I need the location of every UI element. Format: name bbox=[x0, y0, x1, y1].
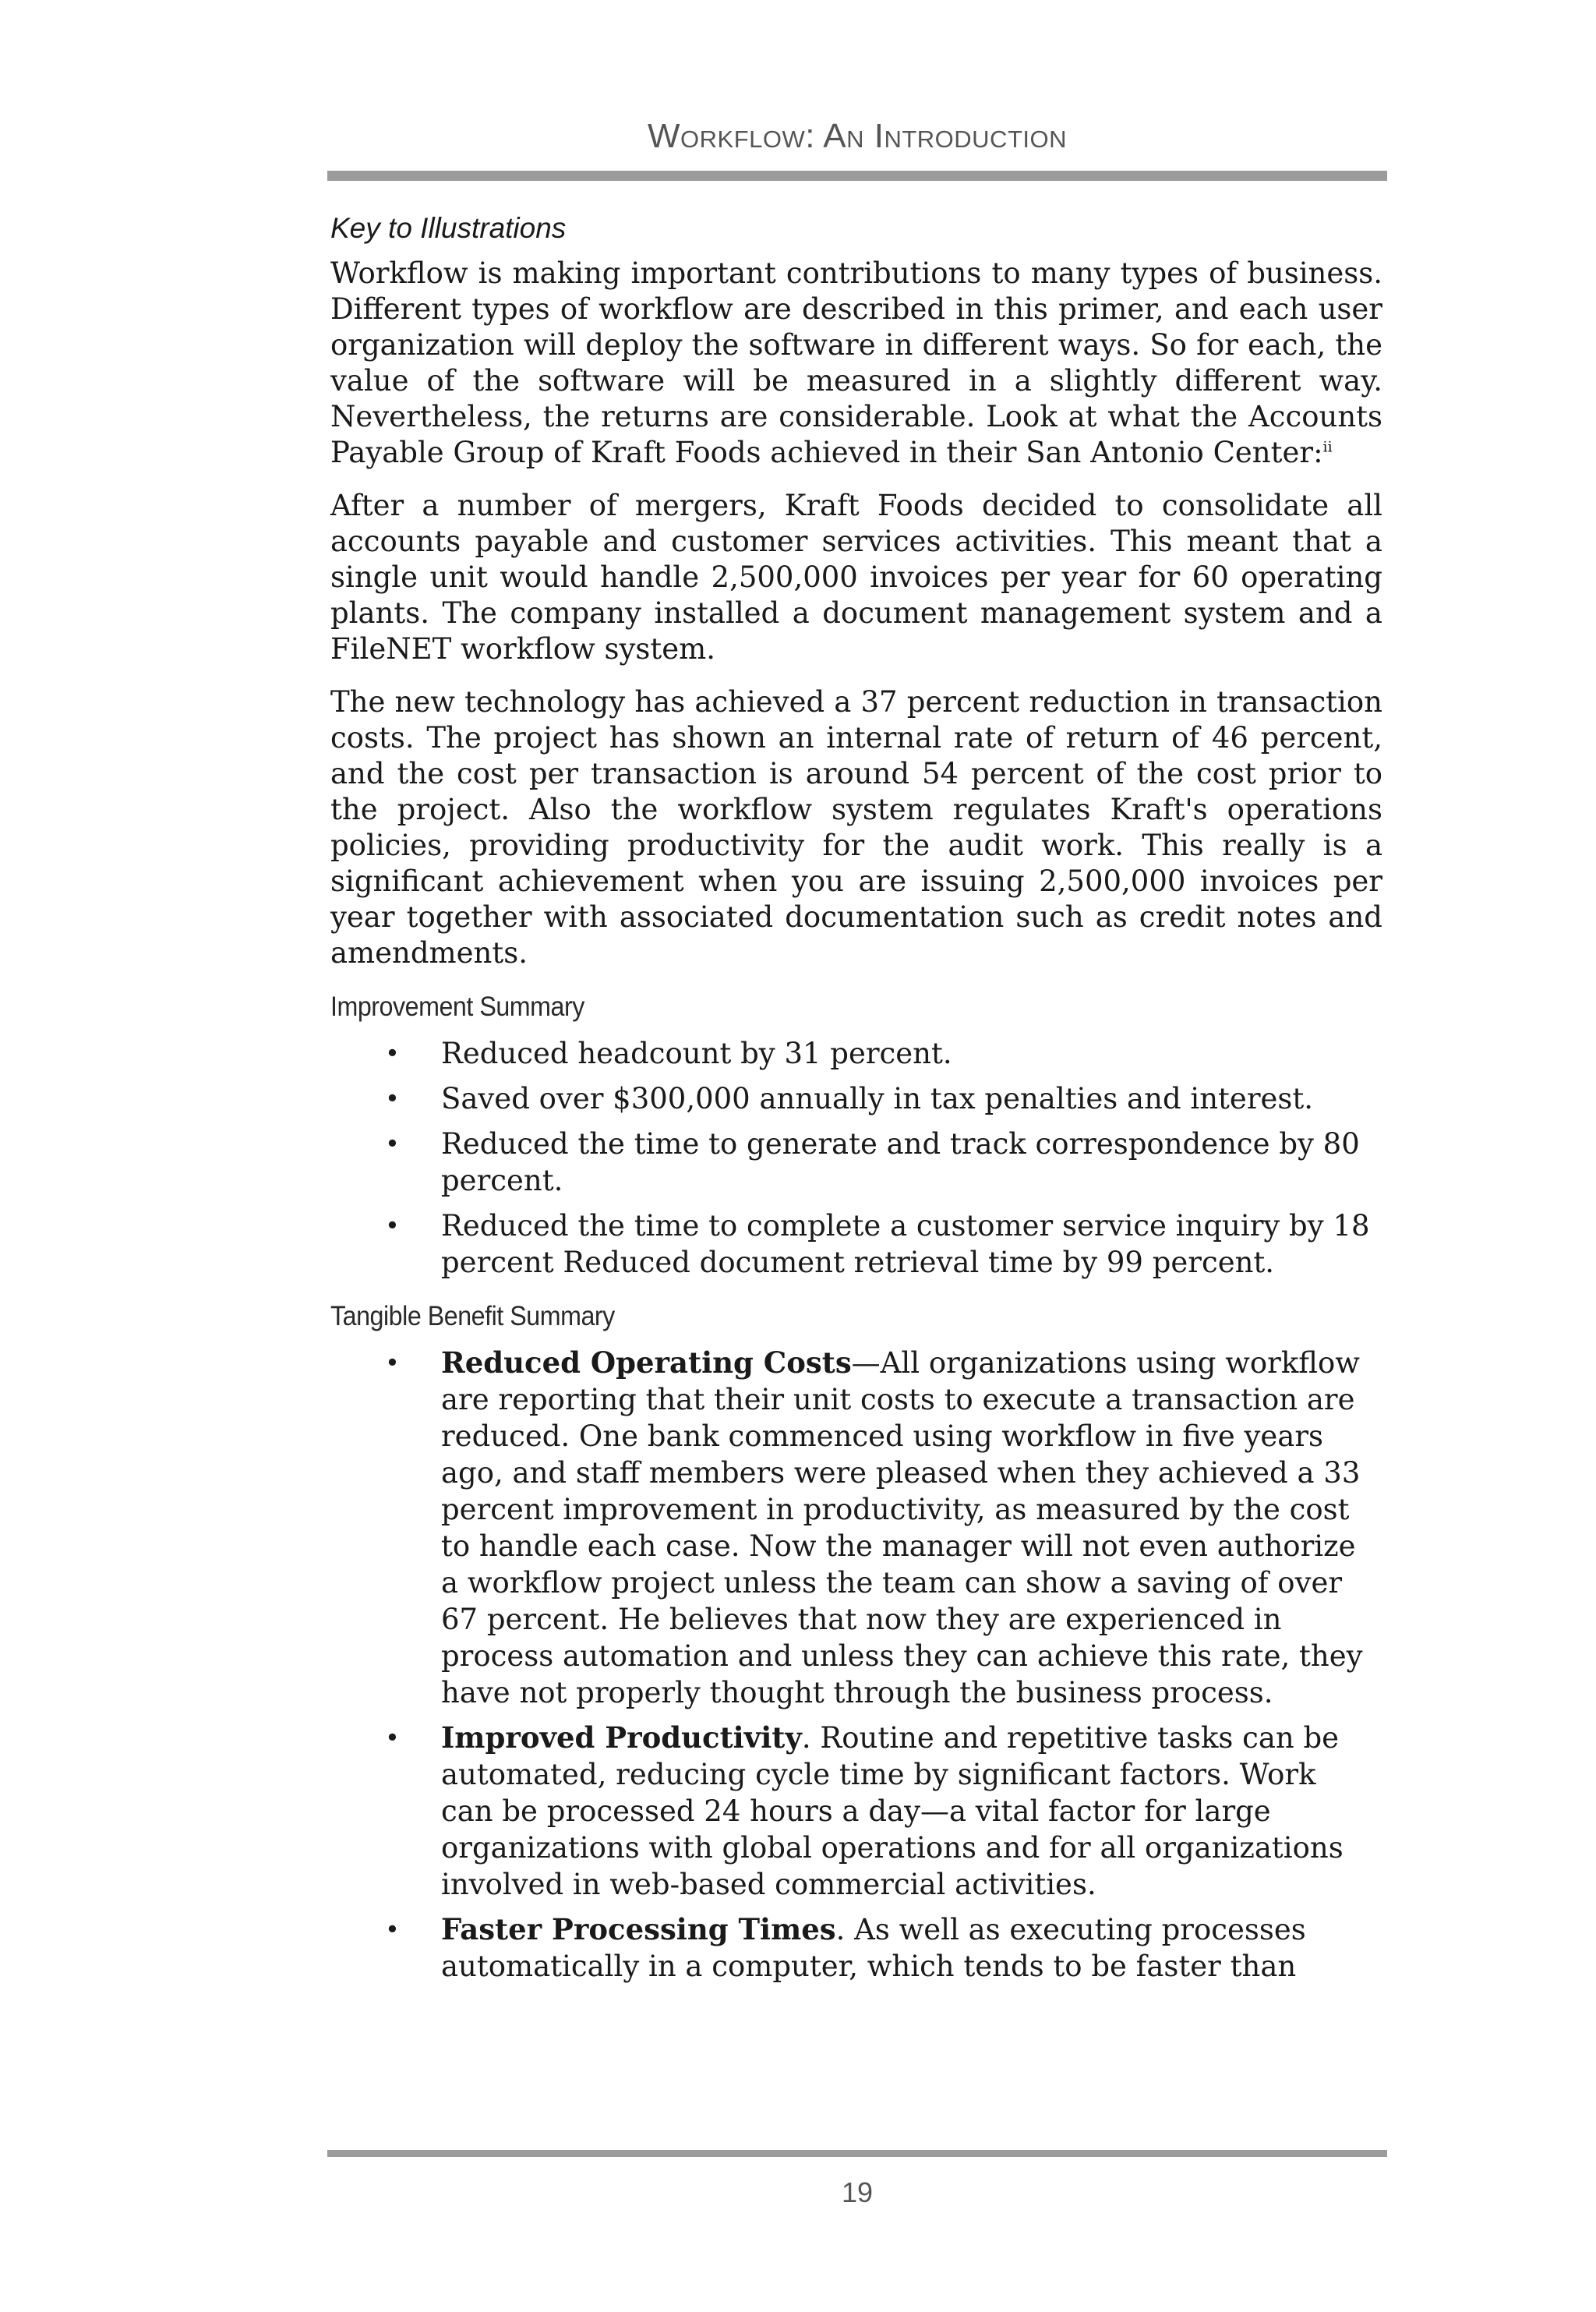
header-rule bbox=[327, 171, 1387, 181]
list-item bbox=[385, 1207, 1382, 1281]
benefit-title: Faster Processing Times bbox=[441, 1912, 836, 1946]
improvement-summary-heading: Improvement Summary bbox=[330, 992, 584, 1022]
bullet-icon: • bbox=[385, 1723, 400, 1752]
bullet-icon: • bbox=[385, 1038, 400, 1068]
page-number: 19 bbox=[841, 2176, 874, 2208]
tangible-benefit-list bbox=[330, 1345, 1382, 1985]
running-header-title: Workflow: An Introduction bbox=[648, 117, 1067, 155]
footnote-marker: ii bbox=[1322, 438, 1333, 456]
list-item-text: Reduced the time to complete a customer service inquiry by 18 percent Reduced document retrieval time by 99 percent. bbox=[441, 1209, 1370, 1279]
tangible-benefit-summary-heading: Tangible Benefit Summary bbox=[330, 1301, 615, 1331]
list-item-text: Reduced headcount by 31 percent. bbox=[441, 1037, 952, 1070]
list-item bbox=[385, 1126, 1382, 1199]
paragraph-mergers: After a number of mergers, Kraft Foods decided to consolidate all accounts payable and customer services activities. This meant that a single unit would handle 2,500,000 invoices per year for 60 operating plants. The company installed a document management system and a FileNET workflow system. bbox=[330, 489, 1382, 666]
bullet-icon: • bbox=[385, 1211, 400, 1240]
paragraph-intro bbox=[330, 256, 1382, 471]
list-item bbox=[385, 1345, 1382, 1711]
paragraph-intro-text: Workflow is making important contributions to many types of business. Different types of workflow are described in this primer, and each user organization will deploy the software in different ways. So for each, the value of the software will be measured in a slightly different way. Nevertheless, the returns are considerable. Look at what the Accounts Payable Group of Kraft Foods achieved in their San Antonio Center: bbox=[330, 256, 1382, 469]
bullet-icon: • bbox=[385, 1348, 400, 1377]
benefit-text: —All organizations using workflow are reporting that their unit costs to execute a transaction are reduced. One bank commenced using workflow in five years ago, and staff members were pleased when they achieved a 33 percent improvement in productivity, as measured by the cost to handle each case. Now the manager will not even authorize a workflow project unless the team can show a saving of over 67 percent. He believes that now they are experienced in process automation and unless they can achieve this rate, they have not properly thought through the business process. bbox=[441, 1346, 1363, 1709]
benefit-title: Improved Productivity bbox=[441, 1720, 802, 1755]
bullet-icon: • bbox=[385, 1129, 400, 1158]
section-heading: Key to Illustrations bbox=[330, 212, 567, 244]
list-item-text: Saved over $300,000 annually in tax penalties and interest. bbox=[441, 1082, 1314, 1115]
list-item bbox=[385, 1035, 1382, 1072]
benefit-text: . As well as executing processes automatically in a computer, which tends to be faster than bbox=[441, 1913, 1306, 1983]
benefit-text: . Routine and repetitive tasks can be automated, reducing cycle time by significant factors. Work can be processed 24 hours a day—a vital factor for large organizations with global operations and for all organizations involved in web-based commercial activities. bbox=[441, 1721, 1344, 1901]
paragraph-results: The new technology has achieved a 37 percent reduction in transaction costs. The project has shown an internal rate of return of 46 percent, and the cost per transaction is around 54 percent of the cost prior to the project. Also the workflow system regulates Kraft's operations policies, providing productivity for the audit work. This really is a significant achievement when you are issuing 2,500,000 invoices per year together with associated documentation such as credit notes and amendments. bbox=[330, 685, 1382, 970]
benefit-title: Reduced Operating Costs bbox=[441, 1345, 852, 1380]
list-item bbox=[385, 1911, 1382, 1985]
list-item bbox=[385, 1080, 1382, 1117]
page-body bbox=[330, 212, 1382, 1993]
footer-rule bbox=[327, 2150, 1387, 2157]
bullet-icon: • bbox=[385, 1084, 400, 1113]
improvement-summary-list bbox=[330, 1035, 1382, 1281]
list-item-text: Reduced the time to generate and track correspondence by 80 percent. bbox=[441, 1127, 1360, 1197]
list-item bbox=[385, 1720, 1382, 1903]
bullet-icon: • bbox=[385, 1914, 400, 1944]
